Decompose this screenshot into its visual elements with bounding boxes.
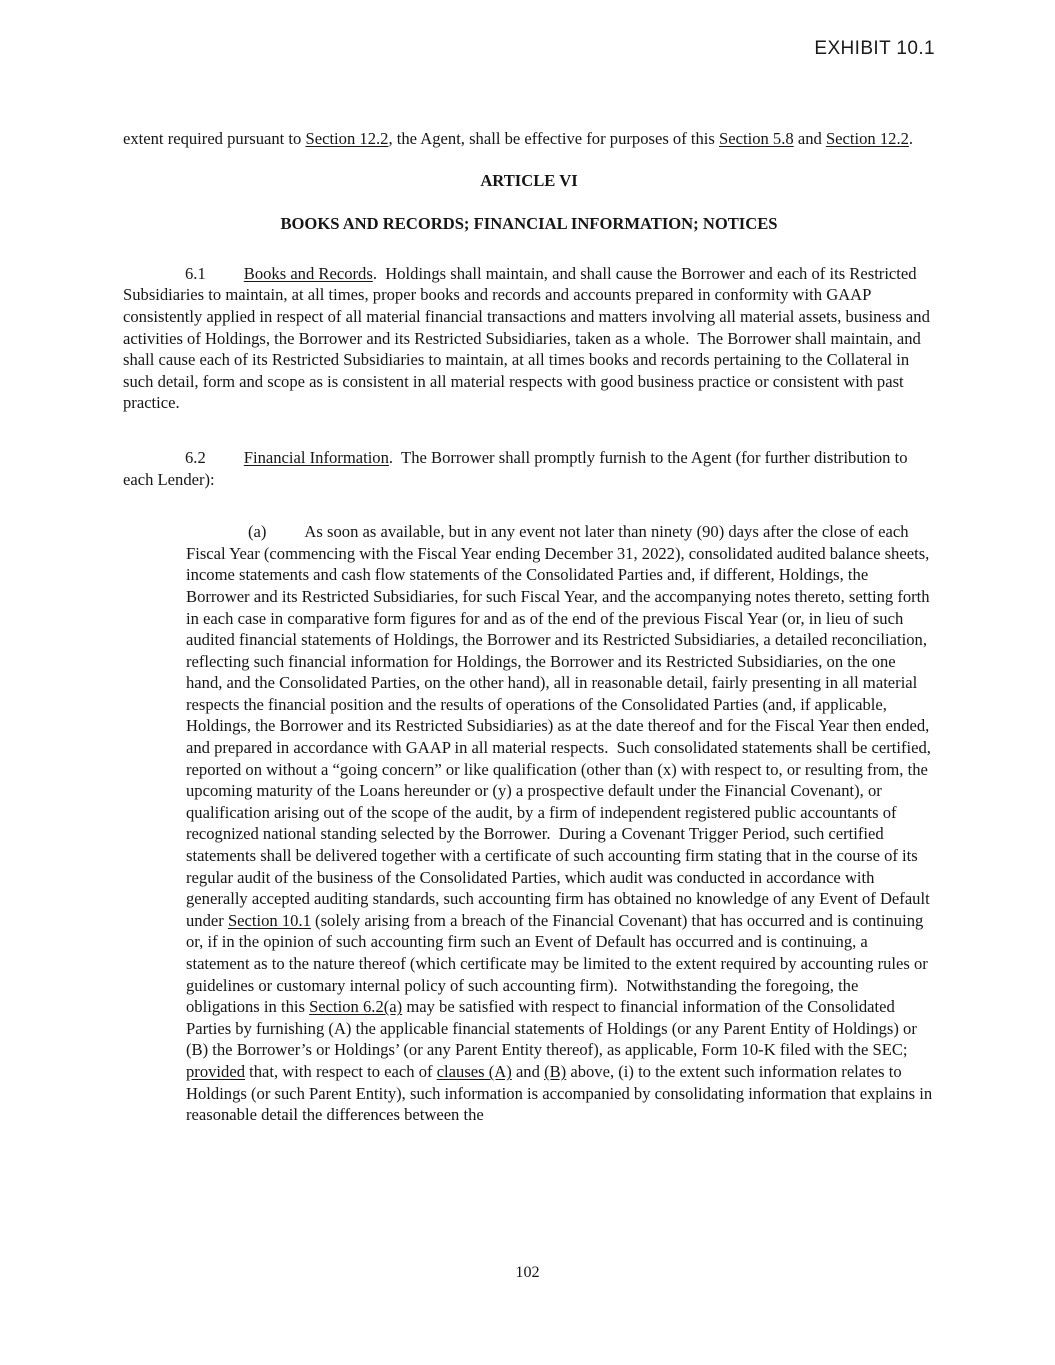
text-run: above, (i) to the extent such information relates to Holdings (or such Parent Entity), such information is accompanied by consolidating information that explains in reasonable detail the differences between the [186, 1061, 933, 1125]
text-run: 6.1 [185, 263, 206, 283]
text-run: and [511, 1061, 545, 1081]
article-title: BOOKS AND RECORDS; FINANCIAL INFORMATION; NOTICES [280, 214, 778, 234]
text-run: extent required pursuant to [123, 129, 306, 148]
section-6-1-paragraph [123, 263, 935, 414]
underlined-reference: Section 5.8 [719, 129, 794, 148]
article-heading: ARTICLE VI [480, 170, 578, 190]
text-run: . Holdings shall maintain, and shall cause the Borrower and each of its Restricted Subsidiaries to maintain, at all times, proper books and records and accounts prepared in conformity with GAAP consistently applied in respect of all material financial transactions and matters involving all material assets, business and activities of Holdings, the Borrower and its Restricted Subsidiaries, taken as a whole. The Borrower shall maintain, and shall cause each of its Restricted Subsidiaries to maintain, at all times books and records pertaining to the Collateral in such detail, form and scope as is consistent in all material respects with good business practice or consistent with past practice. [123, 263, 930, 413]
underlined-reference: (B) [544, 1061, 567, 1081]
underlined-reference: Section 6.2(a) [309, 997, 403, 1017]
document-content [123, 0, 935, 1126]
exhibit-label: EXHIBIT 10.1 [814, 38, 935, 59]
page-number: 102 [515, 1263, 540, 1281]
intro-paragraph [123, 128, 935, 150]
text-run: . The Borrower shall promptly furnish to the Agent (for further distribution to each Lender): [123, 447, 908, 489]
text-run: As soon as available, but in any event not later than ninety (90) days after the close of each Fiscal Year (commencing with the Fiscal Year ending December 31, 2022), consolidated audited balance sheets, income statements and cash flow statements of the Consolidated Parties and, if different, Holdings, the Borrower and its Restricted Subsidiaries, for such Fiscal Year, and the accompanying notes thereto, setting forth in each case in comparative form figures for and as of the end of the previous Fiscal Year (or, in lieu of such audited financial statements of Holdings, the Borrower and its Restricted Subsidiaries, a detailed reconciliation, reflecting such financial information for Holdings, the Borrower and its Restricted Subsidiaries, on the one hand, and the Consolidated Parties, on the other hand), all in reasonable detail, fairly presenting in all material respects the financial position and the results of operations of the Consolidated Parties (and, if applicable, Holdings, the Borrower and its Restricted Subsidiaries) as at the date thereof and for the Fiscal Year then ended, and prepared in accordance with GAAP in all material respects. Such consolidated statements shall be certified, reported on without a “going concern” or like qualification (other than (x) with respect to, or resulting from, the upcoming maturity of the Loans hereunder or (y) a prospective default under the Financial Covenant), or qualification arising out of the scope of the audit, by a firm of independent registered public accountants of recognized national standing selected by the Borrower. During a Covenant Trigger Period, such certified statements shall be delivered together with a certificate of such accounting firm stating that in the course of its regular audit of the business of the Consolidated Parties, which audit was conducted in accordance with generally accepted auditing standards, such accounting firm has obtained no knowledge of any Event of Default under [186, 522, 931, 930]
underlined-reference: clauses (A) [436, 1061, 512, 1081]
text-run: that, with respect to each of [245, 1061, 437, 1081]
clause-a-paragraph [186, 521, 935, 1126]
text-run: , the Agent, shall be effective for purposes of this [388, 129, 720, 148]
underlined-reference: Books and Records [243, 263, 373, 283]
underlined-reference: Financial Information [243, 447, 389, 467]
underlined-reference: Section 10.1 [227, 910, 311, 930]
underlined-reference: Section 12.2 [305, 129, 389, 148]
text-run: may be satisfied with respect to financial information of the Consolidated Parties by furnishing (A) the applicable financial statements of Holdings (or any Parent Entity of Holdings) or (B) the Borrower’s or Holdings’ (or any Parent Entity thereof), as applicable, Form 10-K filed with the SEC; [186, 997, 917, 1060]
text-run: (a) [248, 522, 267, 542]
text-run: . [908, 129, 914, 148]
underlined-reference: Section 12.2 [825, 129, 909, 148]
text-run: and [793, 129, 826, 148]
text-run: (solely arising from a breach of the Financial Covenant) that has occurred and is continuing or, if in the opinion of such accounting firm such an Event of Default has occurred and is continuing, a statement as to the nature thereof (which certificate may be limited to the extent required by accounting rules or guidelines or customary internal policy of such accounting firm). Notwithstanding the foregoing, the obligations in this [186, 910, 928, 1017]
text-run: 6.2 [185, 447, 206, 467]
underlined-reference: provided [186, 1061, 245, 1081]
section-6-2-paragraph [123, 447, 935, 490]
